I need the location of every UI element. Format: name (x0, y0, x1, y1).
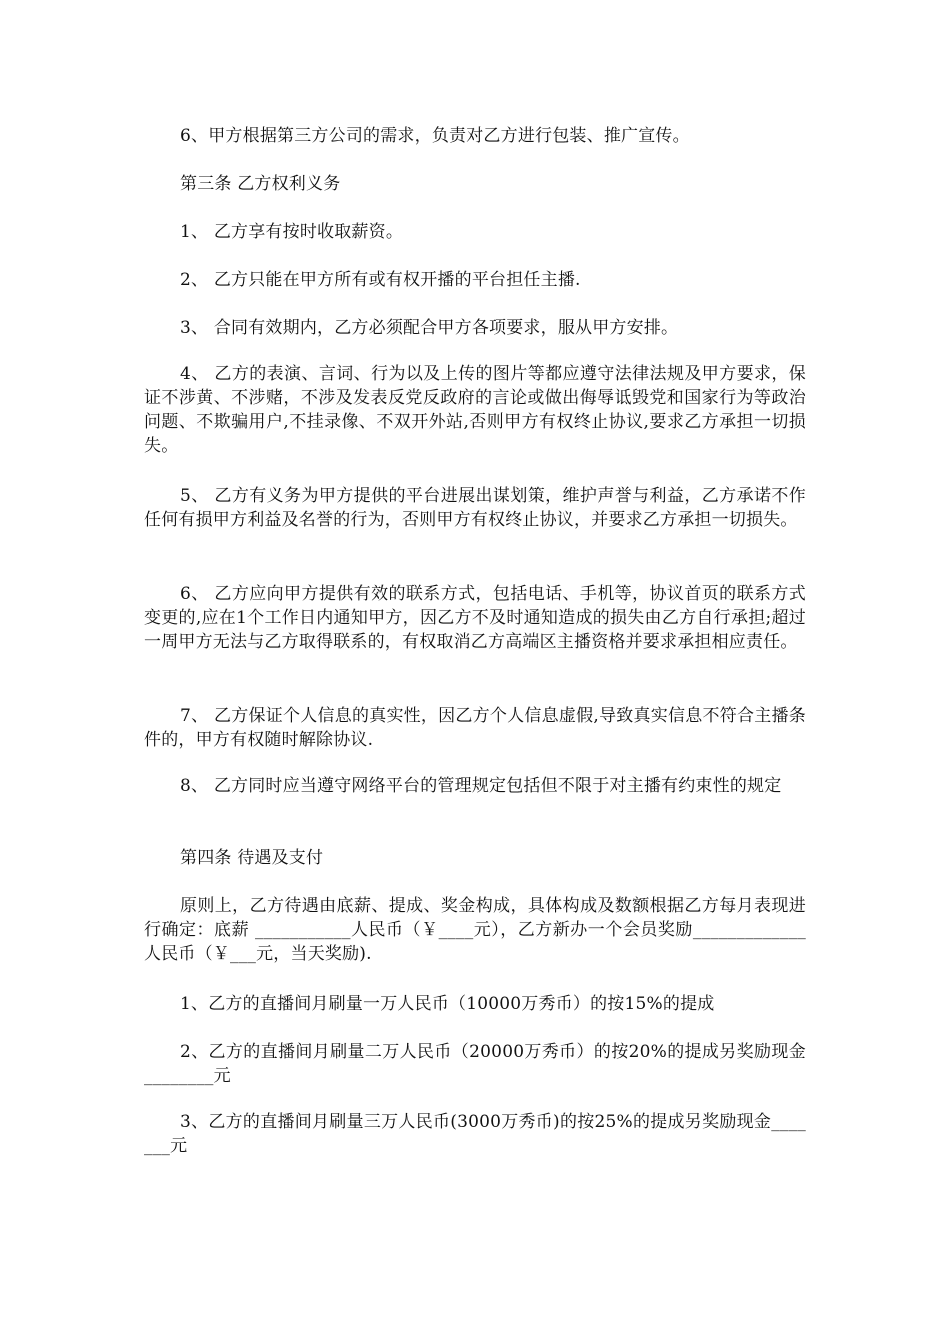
clause-4: 4、 乙方的表演、言词、行为以及上传的图片等都应遵守法律法规及甲方要求，保证不涉黄、不涉赌，不涉及发表反党反政府的言论或做出侮辱诋毁党和国家行为等政治问题、不欺骗用户,不挂录像、不双开外站,否则甲方有权终止协议,要求乙方承担一切损失。 (144, 364, 806, 456)
clause-8: 8、 乙方同时应当遵守网络平台的管理规定包括但不限于对主播有约束性的规定 (180, 776, 782, 796)
commission-tier-3: 3、乙方的直播间月刷量三万人民币(3000万秀币)的按25%的提成另奖励现金_______元 (144, 1112, 806, 1156)
clause-2: 2、 乙方只能在甲方所有或有权开播的平台担任主播. (180, 270, 581, 290)
clause-3: 3、 合同有效期内，乙方必须配合甲方各项要求，服从甲方安排。 (180, 318, 679, 338)
clause-7: 7、 乙方保证个人信息的真实性，因乙方个人信息虚假,导致真实信息不符合主播条件的，甲方有权随时解除协议. (144, 706, 806, 750)
clause-6: 6、 乙方应向甲方提供有效的联系方式，包括电话、手机等，协议首页的联系方式变更的,应在1个工作日内通知甲方，因乙方不及时通知造成的损失由乙方自行承担;超过一周甲方无法与乙方取得联系的，有权取消乙方高端区主播资格并要求承担相应责任。 (144, 584, 806, 652)
section-heading-article-4: 第四条 待遇及支付 (180, 848, 324, 868)
commission-tier-1: 1、乙方的直播间月刷量一万人民币（10000万秀币）的按15%的提成 (180, 994, 715, 1014)
compensation-principle: 原则上，乙方待遇由底薪、提成、奖金构成，具体构成及数额根据乙方每月表现进行确定：底薪 ___________人民币（￥____元），乙方新办一个会员奖励_____________人民币（￥___元，当天奖励). (144, 896, 806, 964)
paragraph-item-6-promotion: 6、甲方根据第三方公司的需求，负责对乙方进行包装、推广宣传。 (180, 126, 690, 146)
clause-1: 1、 乙方享有按时收取薪资。 (180, 222, 404, 242)
commission-tier-2: 2、乙方的直播间月刷量二万人民币（20000万秀币）的按20%的提成另奖励现金________元 (144, 1042, 806, 1086)
clause-5: 5、 乙方有义务为甲方提供的平台进展出谋划策，维护声誉与利益，乙方承诺不作任何有损甲方利益及名誉的行为，否则甲方有权终止协议，并要求乙方承担一切损失。 (144, 486, 806, 530)
section-heading-article-3: 第三条 乙方权利义务 (180, 174, 341, 194)
